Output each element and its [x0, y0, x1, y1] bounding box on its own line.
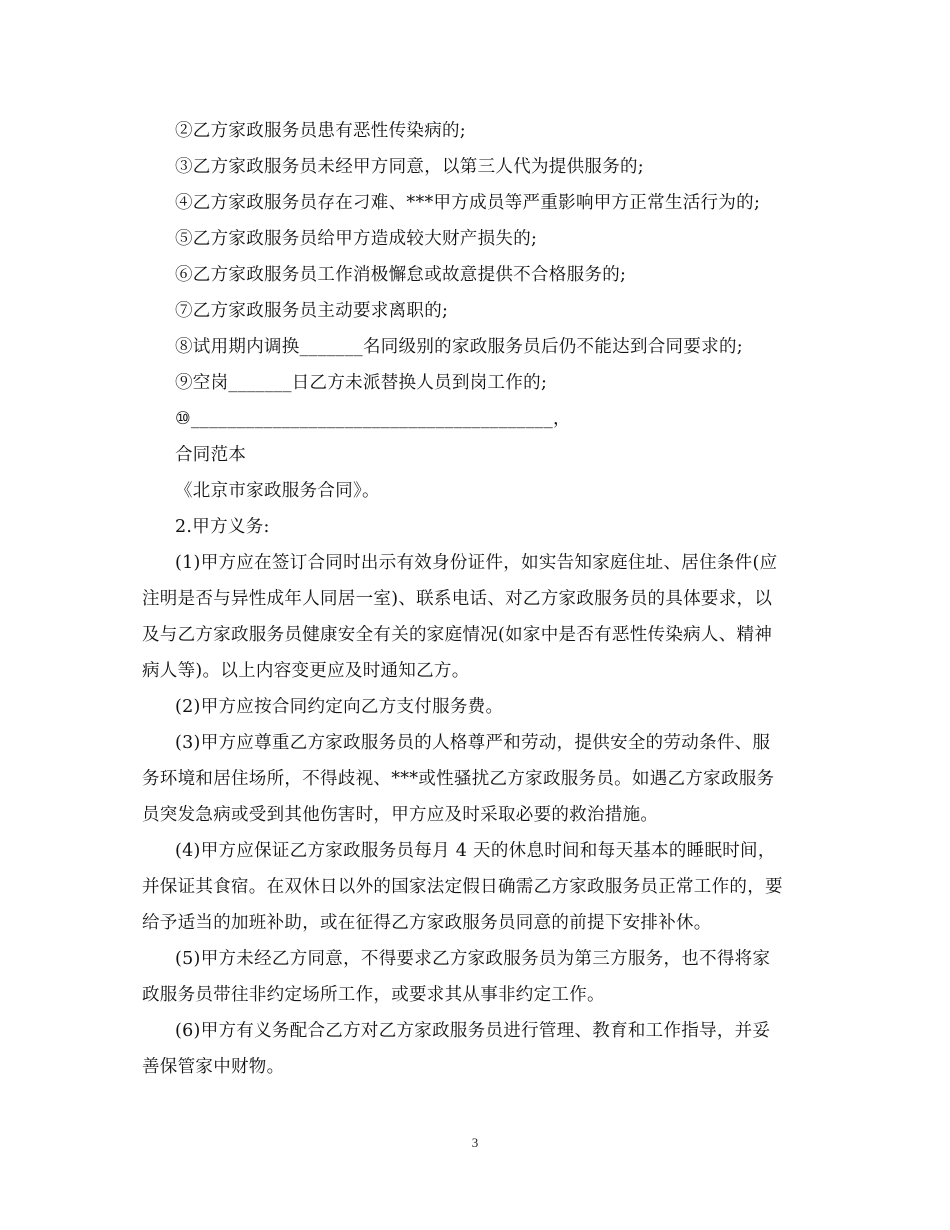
- paragraph-line: 善保管家中财物。: [142, 1057, 285, 1077]
- list-item: ⑧试用期内调换_______名同级别的家政服务员后仍不能达到合同要求的;: [175, 337, 743, 357]
- paragraph-line: 员突发急病或受到其他伤害时，甲方应及时采取必要的救治措施。: [142, 805, 659, 825]
- sample-heading: 合同范本: [175, 445, 247, 465]
- paragraph-line: 政服务员带往非约定场所工作，或要求其从事非约定工作。: [142, 985, 605, 1005]
- paragraph-line: (3)甲方应尊重乙方家政服务员的人格尊严和劳动，提供安全的劳动条件、服: [175, 733, 771, 753]
- contract-title: 《北京市家政服务合同》。: [175, 481, 380, 501]
- obligation-paragraph: [142, 833, 815, 941]
- section-heading: 2.甲方义务:: [175, 517, 270, 537]
- page-content: [142, 113, 815, 1085]
- paragraph-line: (4)甲方应保证乙方家政服务员每月 4 天的休息时间和每天基本的睡眠时间，: [175, 841, 776, 861]
- list-item: ⑥乙方家政服务员工作消极懈怠或故意提供不合格服务的;: [175, 265, 627, 285]
- paragraph-line: 并保证其食宿。在双休日以外的国家法定假日确需乙方家政服务员正常工作的，要: [142, 877, 783, 897]
- obligation-paragraph: [142, 1013, 815, 1085]
- paragraph-line: (6)甲方有义务配合乙方对乙方家政服务员进行管理、教育和工作指导，并妥: [175, 1021, 771, 1041]
- obligation-paragraph: [142, 941, 815, 1013]
- obligation-paragraph: [175, 689, 815, 725]
- list-item: ②乙方家政服务员患有恶性传染病的;: [175, 121, 466, 141]
- paragraph-line: 病人等)。以上内容变更应及时通知乙方。: [142, 661, 470, 681]
- list-item: ⑩________________________________________，: [175, 409, 571, 429]
- paragraph-line: (5)甲方未经乙方同意，不得要求乙方家政服务员为第三方服务，也不得将家: [175, 949, 771, 969]
- page-number: 3: [471, 1135, 479, 1150]
- paragraph-line: (1)甲方应在签订合同时出示有效身份证件，如实告知家庭住址、居住条件(应: [175, 553, 778, 573]
- obligation-paragraph: [142, 725, 815, 833]
- list-item: ⑤乙方家政服务员给甲方造成较大财产损失的;: [175, 229, 538, 249]
- paragraph-line: 给予适当的加班补助，或在征得乙方家政服务员同意的前提下安排补休。: [142, 913, 712, 933]
- list-item: ④乙方家政服务员存在刁难、***甲方成员等严重影响甲方正常生活行为的;: [175, 193, 761, 213]
- paragraph-line: 注明是否与异性成年人同居一室)、联系电话、对乙方家政服务员的具体要求，以: [142, 589, 773, 609]
- list-item: ⑦乙方家政服务员主动要求离职的;: [175, 301, 449, 321]
- list-item: ③乙方家政服务员未经甲方同意，以第三人代为提供服务的;: [175, 157, 644, 177]
- paragraph-line: (2)甲方应按合同约定向乙方支付服务费。: [175, 697, 504, 717]
- paragraph-line: 务环境和居住场所，不得歧视、***或性骚扰乙方家政服务员。如遇乙方家政服务: [142, 769, 775, 789]
- obligation-paragraph: [142, 545, 815, 689]
- list-item: ⑨空岗_______日乙方未派替换人员到岗工作的;: [175, 373, 548, 393]
- paragraph-line: 及与乙方家政服务员健康安全有关的家庭情况(如家中是否有恶性传染病人、精神: [142, 625, 773, 645]
